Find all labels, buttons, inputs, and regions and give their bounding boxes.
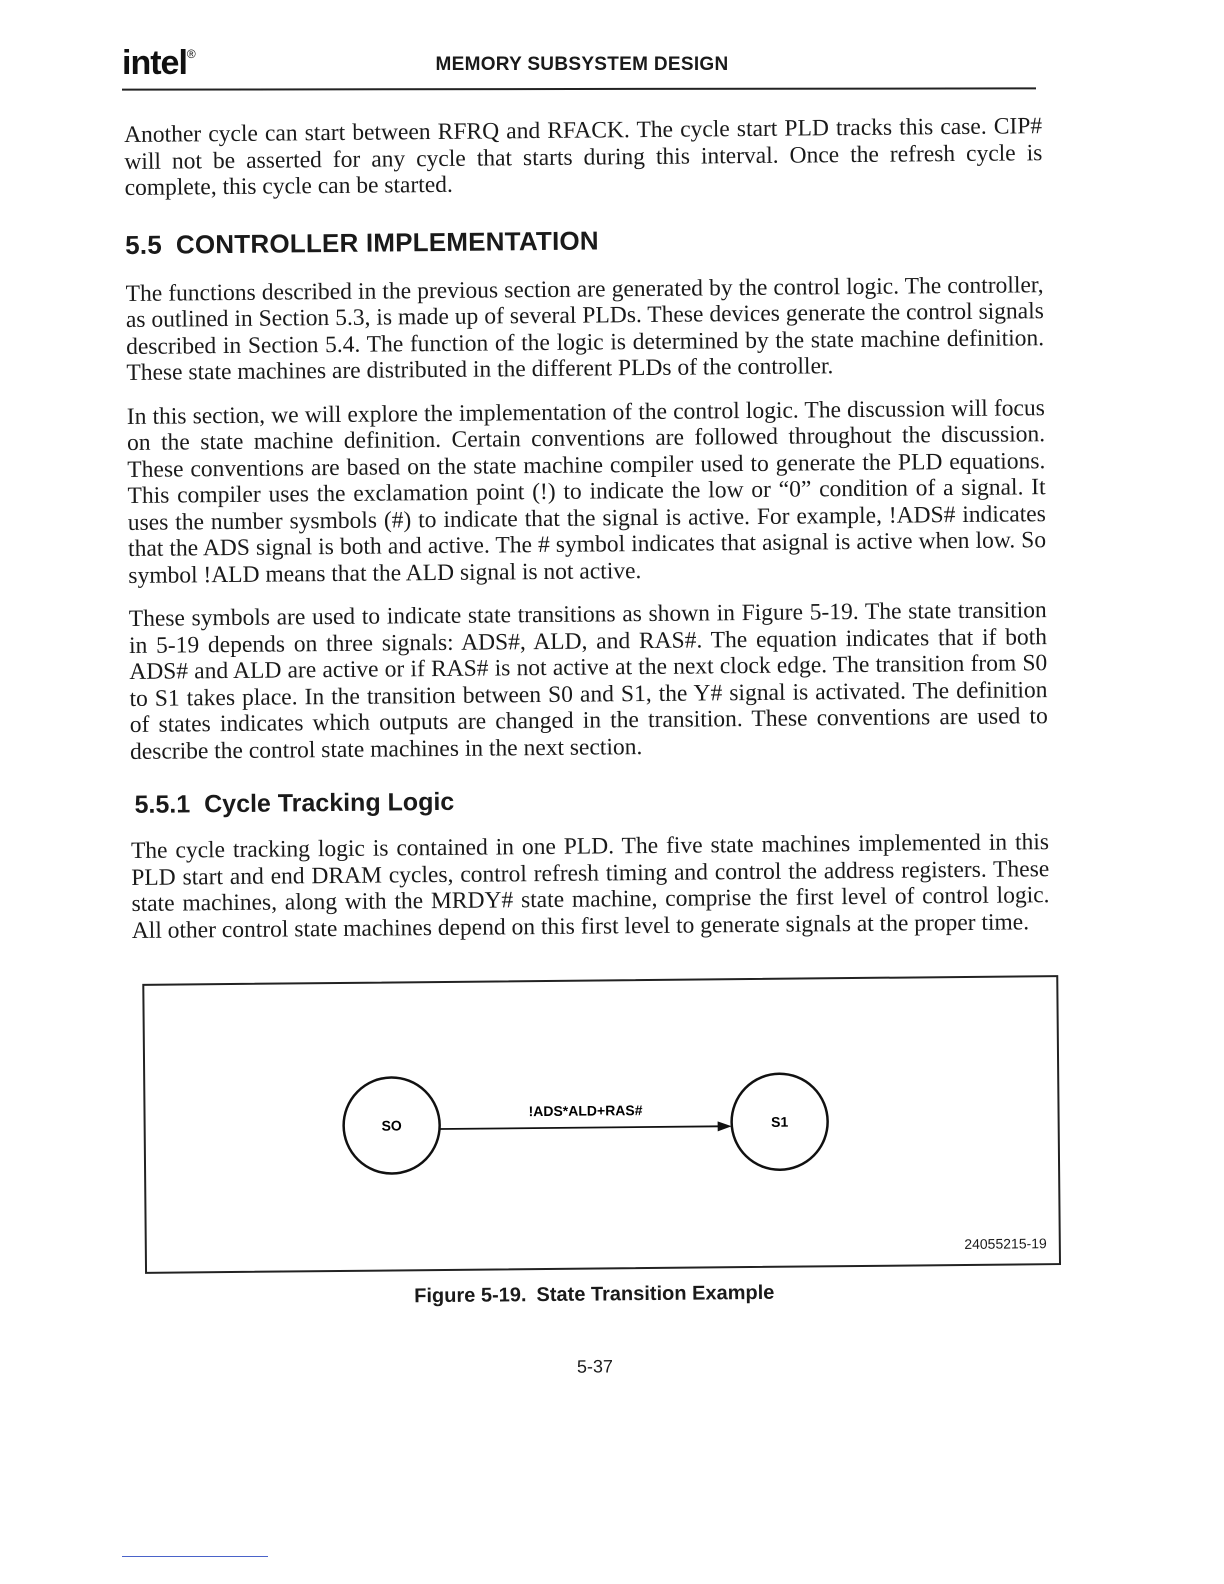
registered-mark: ® (186, 46, 195, 61)
logo-text: intel (122, 44, 187, 82)
page-number: 5-37 (576, 1356, 614, 1377)
state-label-s0: SO (381, 1117, 402, 1134)
transition-label: !ADS*ALD+RAS# (528, 1102, 643, 1120)
caption-title: State Transition Example (536, 1281, 775, 1307)
caption-number: Figure 5-19. (414, 1284, 527, 1308)
page-body (124, 113, 1054, 1382)
section-number: 5.5 (125, 229, 163, 260)
section-title: CONTROLLER IMPLEMENTATION (175, 224, 599, 260)
intro-paragraph: Another cycle can start between RFRQ and RFACK. The cycle start PLD tracks this case. CIP# will not be asserted for any cycle that starts during this interval. Once the refresh cycle is complete, this cycle can be started. (124, 113, 1043, 201)
figure-id: 24055215-19 (964, 1235, 1047, 1252)
paragraph: The cycle tracking logic is contained in one PLD. The five state machines implemented in this PLD start and end DRAM cycles, control refresh timing and control the address registers. These state machines, along with the MRDY# state machine, comprise the first level of control logic. All other control state machines depend on this first level to generate signals at the proper time. (130, 829, 1050, 944)
running-title: MEMORY SUBSYSTEM DESIGN (435, 54, 729, 75)
section-heading-5-5-1 (134, 782, 1048, 820)
state-label-s1: S1 (770, 1113, 789, 1130)
paragraph: In this section, we will explore the implementation of the control logic. The discussion will focus on the state machine definition. Certain conventions are followed throughout the discussion. These conventions are based on the state machine compiler used to generate the PLD equations. This compiler uses the exclamation point (!) to indicate the low or “0” condition of a signal. It uses the number sysmbols (#) to indicate that the signal is active. For example, !ADS# indicates that the ADS signal is both and active. The # symbol indicates that asignal is active when low. So symbol !ALD means that the ALD signal is not active. (126, 394, 1047, 589)
paragraph: These symbols are used to indicate state transitions as shown in Figure 5-19. The state transition in 5-19 depends on three signals: ADS#, ALD, and RAS#. The equation indicates that if both ADS# and ALD are active or if RAS# is not active at the next clock edge. The transition from S0 to S1 takes place. In the transition between S0 and S1, the Y# signal is activated. The definition of states indicates which outputs are changed in the transition. These conventions are used to describe the control state machines in the next section. (128, 597, 1048, 765)
footer-underline (122, 1556, 268, 1557)
section-heading-5-5 (125, 221, 1043, 261)
transition-arrow (440, 1126, 720, 1129)
figure-caption (135, 1279, 1053, 1311)
subsection-number: 5.5.1 (134, 790, 191, 819)
paragraph: The functions described in the previous section are generated by the control logic. The controller, as outlined in Section 5.3, is made up of several PLDs. These devices generate the control signals described in Section 5.4. The function of the logic is determined by the state machine definition. These state machines are distributed in the different PLDs of the controller. (125, 271, 1045, 386)
state-diagram (144, 977, 1059, 1272)
arrowhead-icon (718, 1121, 732, 1131)
figure-box (142, 975, 1061, 1274)
subsection-title: Cycle Tracking Logic (204, 787, 455, 819)
header-rule (122, 87, 1036, 90)
